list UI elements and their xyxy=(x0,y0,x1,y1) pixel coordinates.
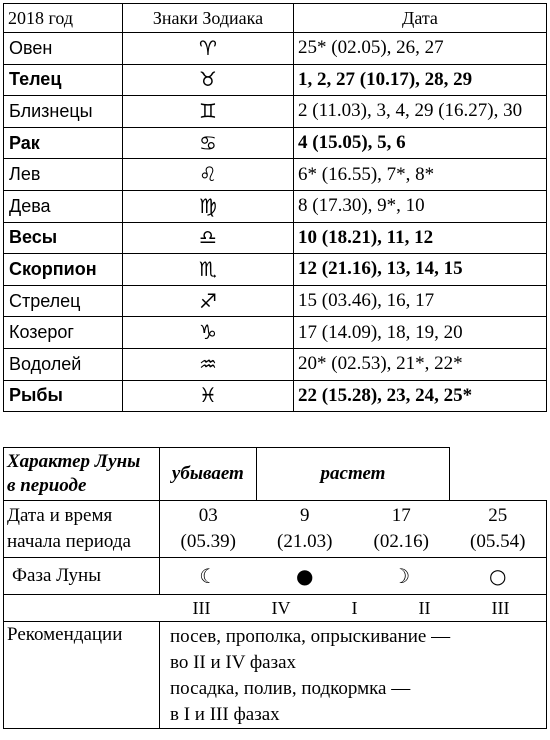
recommendation-line-3: посадка, полив, подкормка — xyxy=(170,678,411,699)
recommendations-label: Рекомендации xyxy=(4,622,160,729)
zodiac-row xyxy=(4,254,547,286)
zodiac-row xyxy=(4,380,547,412)
zodiac-row xyxy=(4,64,547,96)
zodiac-sign-name: Стрелец xyxy=(4,285,123,317)
zodiac-sign-name: Лев xyxy=(4,159,123,191)
new-moon-icon: ● xyxy=(296,564,314,588)
zodiac-sign-name: Близнецы xyxy=(4,96,123,128)
full-moon-icon: ○ xyxy=(489,564,507,588)
zodiac-row xyxy=(4,159,547,191)
moon-character-label-line1: Характер Луны xyxy=(7,451,141,472)
zodiac-sign-name: Рыбы xyxy=(4,380,123,412)
period-date-2 xyxy=(257,503,354,555)
zodiac-dates: 15 (03.46), 16, 17 xyxy=(294,285,547,317)
moon-phase-label: Фаза Луны xyxy=(4,558,160,595)
period-day-4: 25 xyxy=(488,505,508,526)
moon-character-label xyxy=(4,448,160,501)
moon-phase-table xyxy=(3,447,547,729)
period-day-1: 03 xyxy=(198,505,218,526)
phase-numbers-cell xyxy=(4,595,547,622)
waxing-label: растет xyxy=(256,448,450,501)
zodiac-row xyxy=(4,285,547,317)
zodiac-sign-name: Рак xyxy=(4,127,123,159)
zodiac-symbol-cell xyxy=(123,96,294,128)
zodiac-dates: 8 (17.30), 9*, 10 xyxy=(294,190,547,222)
zodiac-symbol-cell xyxy=(123,33,294,65)
period-date-3 xyxy=(353,503,450,555)
phase-numbers-row xyxy=(4,595,547,622)
zodiac-symbol-icon: ♈ xyxy=(199,35,217,60)
zodiac-table xyxy=(3,3,547,412)
zodiac-sign-name: Скорпион xyxy=(4,254,123,286)
zodiac-dates: 4 (15.05), 5, 6 xyxy=(294,127,547,159)
zodiac-symbol-cell xyxy=(123,127,294,159)
period-date-label xyxy=(4,501,160,558)
recommendation-line-1: посев, прополка, опрыскивание — xyxy=(170,626,451,647)
period-dates-cell xyxy=(160,501,547,558)
zodiac-row xyxy=(4,222,547,254)
zodiac-dates: 6* (16.55), 7*, 8* xyxy=(294,159,547,191)
zodiac-dates: 1, 2, 27 (10.17), 28, 29 xyxy=(294,64,547,96)
zodiac-sign-name: Водолей xyxy=(4,348,123,380)
period-date-label-line1: Дата и время xyxy=(7,505,113,526)
zodiac-row xyxy=(4,96,547,128)
zodiac-table-body xyxy=(4,4,547,412)
zodiac-sign-name: Козерог xyxy=(4,317,123,349)
zodiac-symbol-icon: ♋ xyxy=(199,130,217,155)
zodiac-symbol-icon: ♒ xyxy=(199,351,217,376)
period-day-3: 17 xyxy=(391,505,411,526)
zodiac-symbol-cell xyxy=(123,317,294,349)
zodiac-sign-name: Весы xyxy=(4,222,123,254)
phase-number-5: III xyxy=(491,597,510,618)
zodiac-row xyxy=(4,33,547,65)
zodiac-symbol-cell xyxy=(123,348,294,380)
zodiac-symbol-cell xyxy=(123,285,294,317)
zodiac-symbol-icon: ♏ xyxy=(199,256,217,281)
phase-number-1: III xyxy=(192,597,211,618)
recommendations-row xyxy=(4,622,547,729)
header-signs: Знаки Зодиака xyxy=(123,4,294,33)
period-time-3: (02.16) xyxy=(373,531,429,552)
zodiac-sign-name: Телец xyxy=(4,64,123,96)
moon-phase-row xyxy=(4,558,547,595)
zodiac-row xyxy=(4,127,547,159)
zodiac-symbol-icon: ♍ xyxy=(199,193,217,218)
zodiac-symbol-icon: ♊ xyxy=(199,98,217,123)
zodiac-dates: 20* (02.53), 21*, 22* xyxy=(294,348,547,380)
zodiac-symbol-icon: ♓ xyxy=(199,383,217,408)
recommendations-text xyxy=(160,622,547,729)
zodiac-dates: 2 (11.03), 3, 4, 29 (16.27), 30 xyxy=(294,96,547,128)
zodiac-row xyxy=(4,348,547,380)
zodiac-symbol-cell xyxy=(123,254,294,286)
zodiac-dates: 10 (18.21), 11, 12 xyxy=(294,222,547,254)
zodiac-row xyxy=(4,317,547,349)
period-time-4: (05.54) xyxy=(470,531,526,552)
phase-number-2: IV xyxy=(271,597,291,618)
phase-number-4: II xyxy=(418,597,431,618)
period-date-1 xyxy=(160,503,257,555)
zodiac-dates: 17 (14.09), 18, 19, 20 xyxy=(294,317,547,349)
zodiac-symbol-icon: ♑ xyxy=(199,320,217,345)
zodiac-symbol-icon: ♌ xyxy=(199,162,217,187)
zodiac-dates: 12 (21.16), 13, 14, 15 xyxy=(294,254,547,286)
recommendation-line-4: в I и III фазах xyxy=(170,704,280,725)
period-time-2: (21.03) xyxy=(277,531,333,552)
zodiac-symbol-icon: ♉ xyxy=(199,67,217,92)
header-year: 2018 год xyxy=(4,4,123,33)
zodiac-row xyxy=(4,190,547,222)
moon-title-row xyxy=(4,448,547,501)
zodiac-sign-name: Дева xyxy=(4,190,123,222)
zodiac-symbol-cell xyxy=(123,64,294,96)
period-date-label-line2: начала периода xyxy=(7,531,131,552)
last-quarter-moon-icon: ☾ xyxy=(199,564,218,588)
moon-phase-icons-cell xyxy=(160,558,547,595)
zodiac-sign-name: Овен xyxy=(4,33,123,65)
zodiac-symbol-icon: ♐ xyxy=(199,288,217,313)
phase-number-3: I xyxy=(351,597,358,618)
zodiac-header-row xyxy=(4,4,547,33)
zodiac-dates: 25* (02.05), 26, 27 xyxy=(294,33,547,65)
period-date-4 xyxy=(450,503,547,555)
moon-character-label-line2: в периоде xyxy=(7,475,87,496)
waning-label: убывает xyxy=(160,448,257,501)
recommendation-line-2: во II и IV фазах xyxy=(170,652,297,673)
zodiac-symbol-cell xyxy=(123,380,294,412)
zodiac-symbol-cell xyxy=(123,190,294,222)
header-date: Дата xyxy=(294,4,547,33)
first-quarter-moon-icon: ☽ xyxy=(392,564,411,588)
zodiac-symbol-cell xyxy=(123,159,294,191)
period-time-1: (05.39) xyxy=(180,531,236,552)
zodiac-dates: 22 (15.28), 23, 24, 25* xyxy=(294,380,547,412)
zodiac-symbol-cell xyxy=(123,222,294,254)
period-day-2: 9 xyxy=(300,505,310,526)
zodiac-symbol-icon: ♎ xyxy=(199,225,217,250)
period-dates-row xyxy=(4,501,547,558)
